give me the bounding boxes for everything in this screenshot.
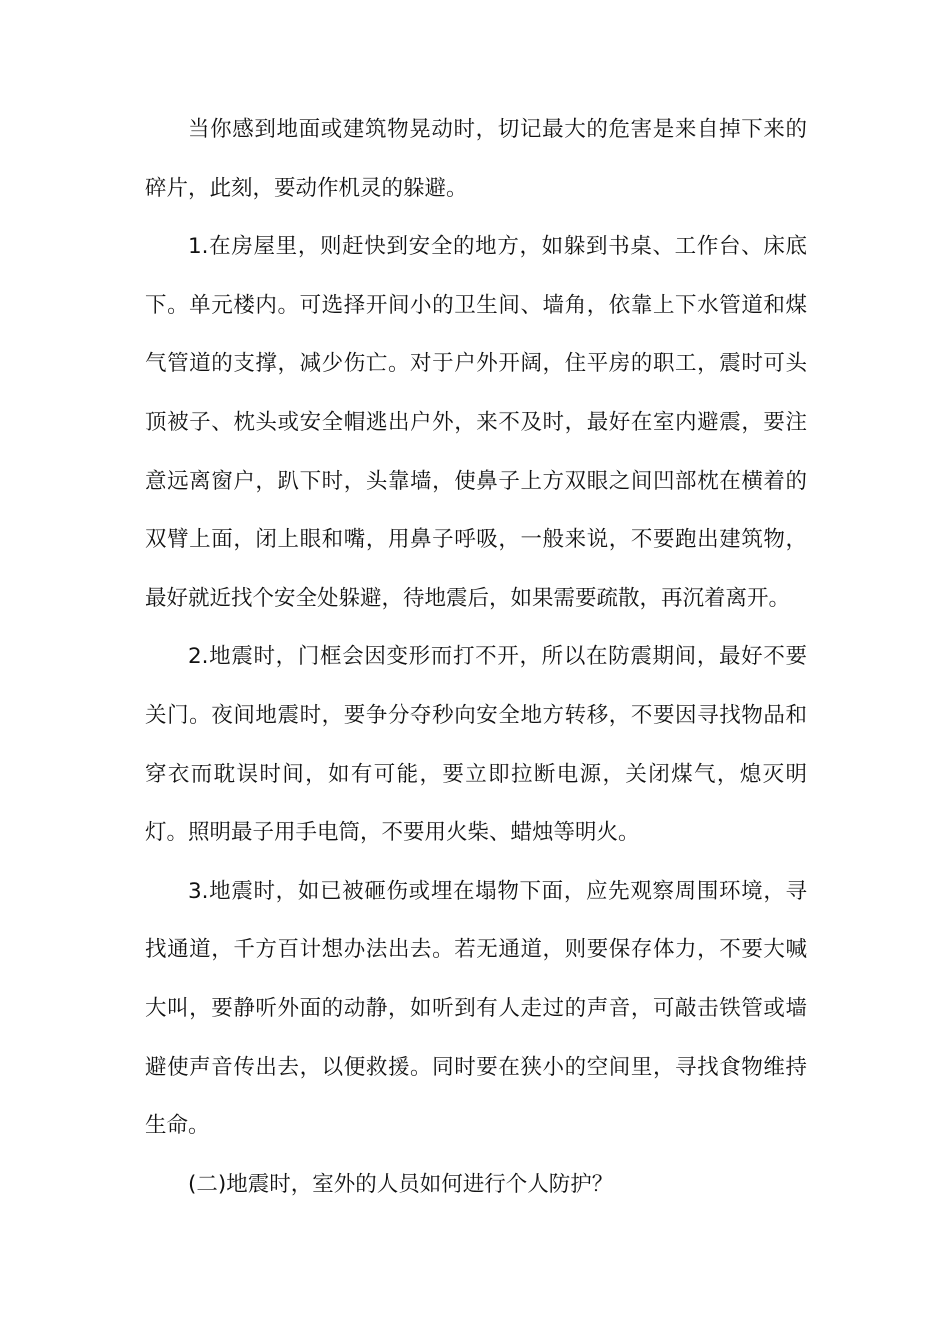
document-page (145, 101, 807, 1214)
paragraph-item-3: 3.地震时，如已被砸伤或埋在塌物下面，应先观察周围环境，寻找通道，千方百计想办法出去。若无通道，则要保存体力，不要大喊大叫，要静听外面的动静，如听到有人走过的声音，可敲击铁管或墙避使声音传出去，以便救援。同时要在狭小的空间里，寻找食物维持生命。 (145, 878, 807, 1139)
section-heading: (二)地震时，室外的人员如何进行个人防护？ (188, 1171, 614, 1197)
paragraph-item-1: 1.在房屋里，则赶快到安全的地方，如躲到书桌、工作台、床底下。单元楼内。可选择开间小的卫生间、墙角，依靠上下水管道和煤气管道的支撑，减少伤亡。对于户外开阔，住平房的职工，震时可头顶被子、枕头或安全帽逃出户外，来不及时，最好在室内避震，要注意远离窗户，趴下时，头靠墙，使鼻子上方双眼之间凹部枕在横着的双臂上面，闭上眼和嘴，用鼻子呼吸，一般来说，不要跑出建筑物，最好就近找个安全处躲避，待地震后，如果需要疏散，再沉着离开。 (145, 234, 807, 611)
paragraph-intro: 当你感到地面或建筑物晃动时，切记最大的危害是来自掉下来的碎片，此刻，要动作机灵的躲避。 (145, 117, 807, 201)
paragraph-item-2: 2.地震时，门框会因变形而打不开，所以在防震期间，最好不要关门。夜间地震时，要争分夺秒向安全地方转移，不要因寻找物品和穿衣而耽误时间，如有可能，要立即拉断电源，关闭煤气，熄灭明灯。照明最子用手电筒，不要用火柴、蜡烛等明火。 (145, 644, 807, 846)
